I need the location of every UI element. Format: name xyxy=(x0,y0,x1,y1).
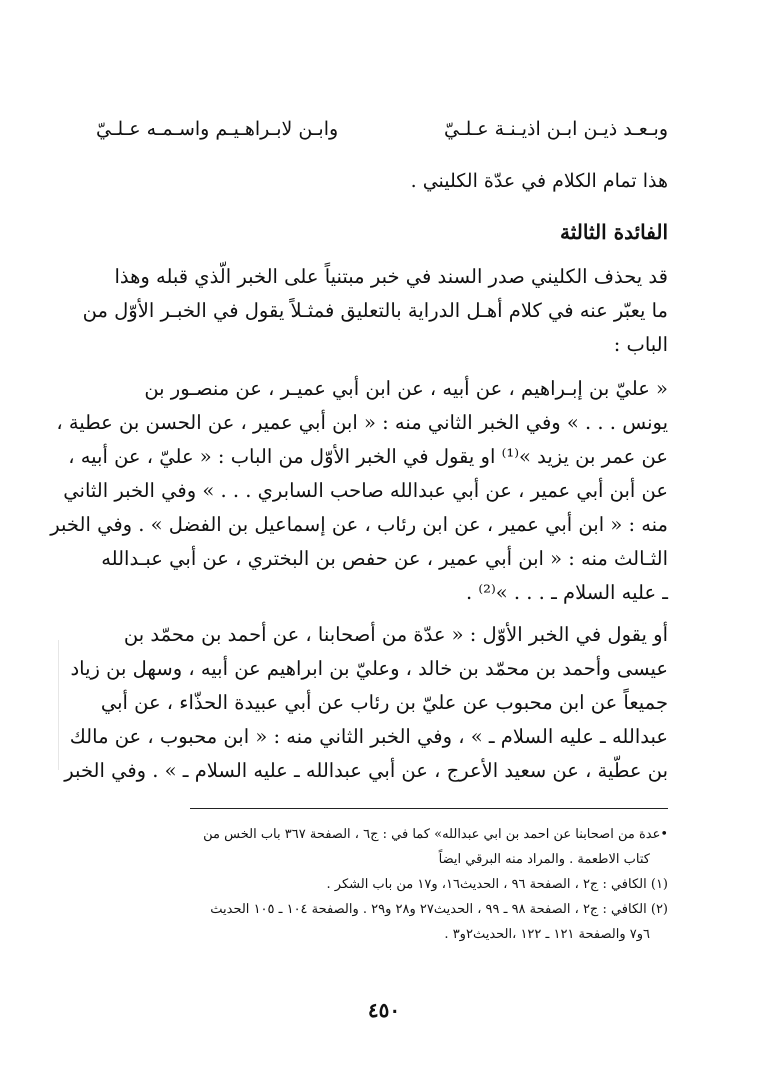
paragraph-line: الثـالث منه : « ابن أبي عمير ، عن حفص بن البختري ، عن أبي عبـدالله xyxy=(101,547,668,570)
poem-verse xyxy=(96,118,668,158)
footnote-separator xyxy=(190,808,668,809)
page-fold-shadow xyxy=(58,640,59,770)
intro-line: هذا تمام الكلام في عدّة الكليني . xyxy=(410,170,668,192)
paragraph-line: ما يعبّر عنه في كلام أهـل الدراية بالتعليق فمثـلاً يقول في الخبـر الأوّل من xyxy=(82,299,668,322)
paragraph-1 xyxy=(82,260,668,362)
paragraph-line: عن عمر بن يزيد »⁽¹⁾ او يقول في الخبر الأوّل من الباب : « عليّ ، عن أبيه ، xyxy=(68,445,668,468)
poem-left-hemistich: وابـن لابـراهـيـم واسـمـه عـلـيّ xyxy=(96,118,339,140)
paragraph-2 xyxy=(50,372,668,610)
paragraph-line: عيسى وأحمد بن محمّد بن خالد ، وعليّ بن ابراهيم عن أبيه ، وسهل بن زياد xyxy=(70,657,668,680)
paragraph-line: منه : « ابن أبي عمير ، عن ابن رئاب ، عن إسماعيل بن الفضل » . وفي الخبر xyxy=(50,513,668,536)
footnote-line: •عدة من اصحابنا عن احمد بن ابي عبدالله» كما في : ج٦ ، الصفحة ٣٦٧ باب الخس من xyxy=(203,827,668,842)
footnote-line: (١) الكافي : ج٢ ، الصفحة ٩٦ ، الحديث١٦، و١٧ من باب الشكر . xyxy=(326,877,668,892)
paragraph-line: بن عطّية ، عن سعيد الأعرج ، عن أبي عبدالله ـ عليه السلام ـ » . وفي الخبر xyxy=(64,759,668,782)
paragraph-line: يونس . . . » وفي الخبر الثاني منه : « ابن أبي عمير ، عن الحسن بن عطية ، xyxy=(56,411,668,434)
paragraph-line: أو يقول في الخبر الأوّل : « عدّة من أصحابنا ، عن أحمد بن محمّد بن xyxy=(123,623,668,646)
paragraph-line: عبدالله ـ عليه السلام ـ » ، وفي الخبر الثاني منه : « ابن محبوب ، عن مالك xyxy=(69,725,668,748)
section-heading: الفائدة الثالثة xyxy=(560,220,668,244)
paragraph-3 xyxy=(64,618,668,788)
footnote-line: كتاب الاطعمة . والمراد منه البرقي ايضاً xyxy=(438,852,650,867)
paragraph-line: قد يحذف الكليني صدر السند في خبر مبتنياً على الخبر الّذي قبله وهذا xyxy=(114,265,668,288)
footnotes xyxy=(96,822,668,947)
paragraph-line: « عليّ بن إبـراهيم ، عن أبيه ، عن ابن أبي عميـر ، عن منصـور بن xyxy=(144,377,668,400)
poem-right-hemistich: وبـعـد ذيـن ابـن اذيـنـة عـلـيّ xyxy=(444,118,668,140)
page-number: ٤٥٠ xyxy=(367,998,401,1022)
paragraph-line: ـ عليه السلام ـ . . . »⁽²⁾ . xyxy=(465,581,668,604)
footnote-line: (٢) الكافي : ج٢ ، الصفحة ٩٨ ـ ٩٩ ، الحديث٢٧ و٢٨ و٢٩ . والصفحة ١٠٤ ـ ١٠٥ الحديث xyxy=(210,902,668,917)
paragraph-line: جميعاً عن ابن محبوب عن عليّ بن رئاب عن أبي عبيدة الحذّاء ، عن أبي xyxy=(100,691,668,714)
paragraph-line: عن أبن أبي عمير ، عن أبي عبدالله صاحب السابري . . . » وفي الخبر الثاني xyxy=(63,479,668,502)
footnote-line: ٦و٧ والصفحة ١٢١ ـ ١٢٢ ،الحديث٢و٣ . xyxy=(444,927,650,942)
paragraph-line: الباب : xyxy=(613,333,668,356)
